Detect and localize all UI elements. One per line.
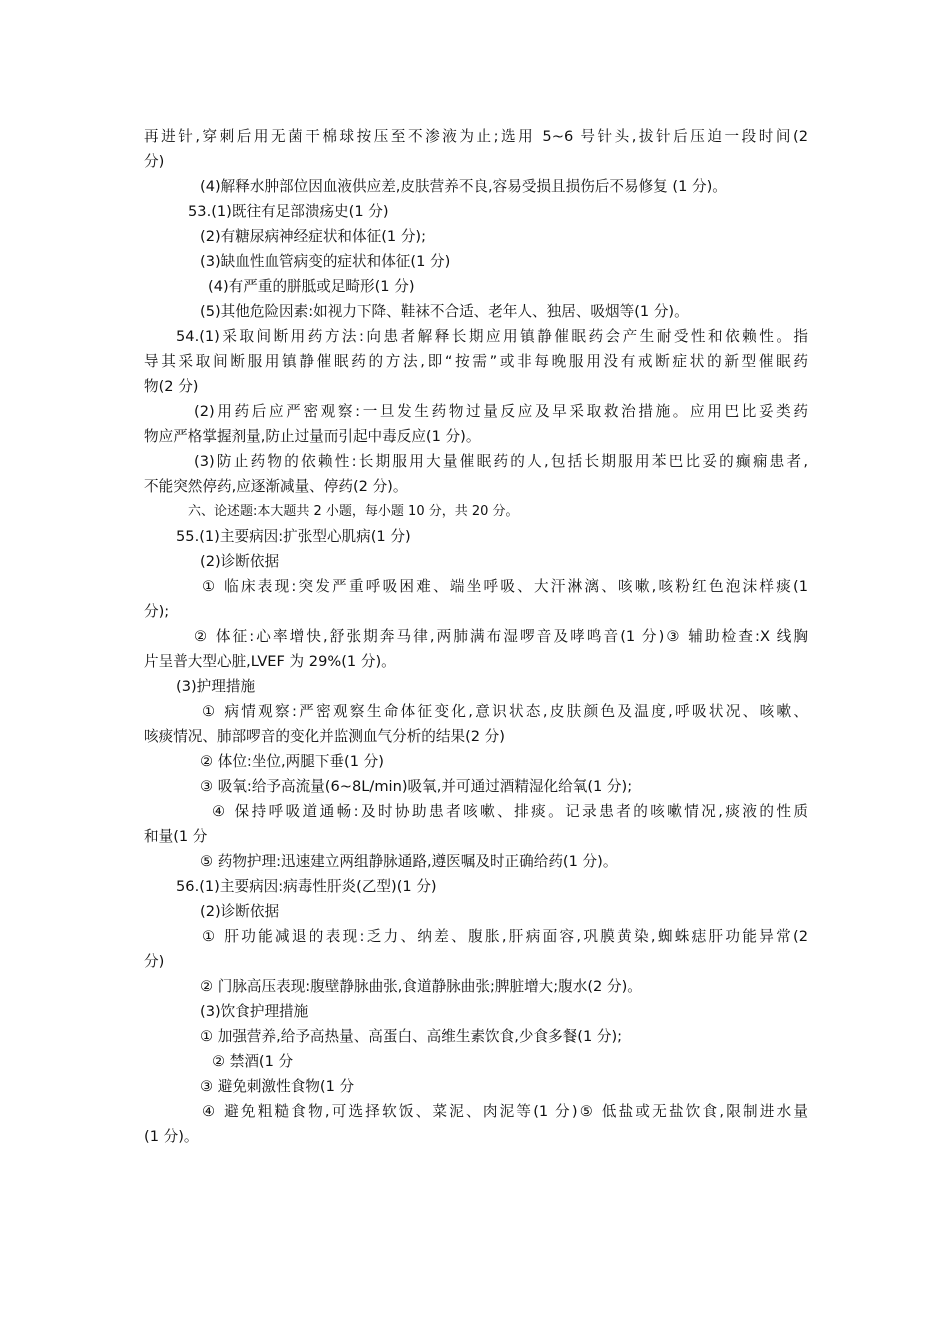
text-line: ① 加强营养,给予高热量、高蛋白、高维生素饮食,少食多餐(1 分); — [200, 1028, 623, 1045]
text-line: 导其采取间断服用镇静催眠药的方法,即“按需”或非每晚服用没有戒断症状的新型催眠药 — [144, 353, 808, 370]
section-heading: 六、论述题:本大题共 2 小题，每小题 10 分，共 20 分。 — [188, 504, 519, 519]
text-line: 56.(1)主要病因:病毒性肝炎(乙型)(1 分) — [176, 878, 437, 895]
text-line: (2)有糖尿病神经症状和体征(1 分); — [200, 228, 427, 245]
text-line: 物应严格掌握剂量,防止过量而引起中毒反应(1 分)。 — [144, 428, 481, 445]
text-line: ④ 保持呼吸道通畅:及时协助患者咳嗽、排痰。记录患者的咳嗽情况,痰液的性质 — [212, 803, 808, 820]
text-line: (2)用药后应严密观察:一旦发生药物过量反应及早采取救治措施。应用巴比妥类药 — [194, 403, 808, 420]
text-line: 分); — [144, 603, 170, 620]
text-line: ③ 吸氧:给予高流量(6~8L/min)吸氧,并可通过酒精湿化给氧(1 分); — [200, 778, 633, 795]
text-line: (5)其他危险因素:如视力下降、鞋袜不合适、老年人、独居、吸烟等(1 分)。 — [200, 303, 689, 320]
text-line: 分) — [144, 953, 165, 970]
text-line: 53.(1)既往有足部溃疡史(1 分) — [188, 203, 389, 220]
text-line: (3)护理措施 — [176, 678, 256, 695]
text-line: ② 禁酒(1 分 — [212, 1053, 294, 1070]
text-line: ② 门脉高压表现:腹壁静脉曲张,食道静脉曲张;脾脏增大;腹水(2 分)。 — [200, 978, 642, 995]
text-line: ① 肝功能减退的表现:乏力、纳差、腹胀,肝病面容,巩膜黄染,蜘蛛痣肝功能异常(2 — [202, 928, 808, 945]
text-line: 不能突然停药,应逐渐减量、停药(2 分)。 — [144, 478, 408, 495]
text-line: (3)缺血性血管病变的症状和体征(1 分) — [200, 253, 451, 270]
text-line: ⑤ 药物护理:迅速建立两组静脉通路,遵医嘱及时正确给药(1 分)。 — [200, 853, 618, 870]
text-line: (2)诊断依据 — [200, 553, 280, 570]
text-line: (3)饮食护理措施 — [200, 1003, 309, 1020]
text-line: (4)解释水肿部位因血液供应差,皮肤营养不良,容易受损且损伤后不易修复 (1 分)。 — [200, 178, 727, 195]
text-line: (4)有严重的胼胝或足畸形(1 分) — [208, 278, 415, 295]
text-line: 分) — [144, 153, 165, 170]
text-line: ③ 避免刺激性食物(1 分 — [200, 1078, 355, 1095]
text-line: ② 体位:坐位,两腿下垂(1 分) — [200, 753, 384, 770]
text-line: ① 病情观察:严密观察生命体征变化,意识状态,皮肤颜色及温度,呼吸状况、咳嗽、 — [202, 703, 808, 720]
text-line: 和量(1 分 — [144, 828, 208, 845]
text-line: 再进针,穿刺后用无菌干棉球按压至不渗液为止;选用 5~6 号针头,拔针后压迫一段时间(2 — [144, 128, 808, 145]
answer-text-block — [144, 124, 808, 1149]
text-line: 55.(1)主要病因:扩张型心肌病(1 分) — [176, 528, 411, 545]
text-line: 物(2 分) — [144, 378, 199, 395]
text-line: ① 临床表现:突发严重呼吸困难、端坐呼吸、大汗淋漓、咳嗽,咳粉红色泡沫样痰(1 — [202, 578, 808, 595]
text-line: ② 体征:心率增快,舒张期奔马律,两肺满布湿啰音及哮鸣音(1 分)③ 辅助检查:X 线胸 — [194, 628, 808, 645]
text-line: (3)防止药物的依赖性:长期服用大量催眠药的人,包括长期服用苯巴比妥的癫痫患者, — [194, 453, 808, 470]
text-line: 咳痰情况、肺部啰音的变化并监测血气分析的结果(2 分) — [144, 728, 505, 745]
text-line: (2)诊断依据 — [200, 903, 280, 920]
text-line: ④ 避免粗糙食物,可选择软饭、菜泥、肉泥等(1 分)⑤ 低盐或无盐饮食,限制进水量 — [202, 1103, 808, 1120]
text-line: 片呈普大型心脏,LVEF 为 29%(1 分)。 — [144, 653, 396, 670]
text-line: 54.(1)采取间断用药方法:向患者解释长期应用镇静催眠药会产生耐受性和依赖性。指 — [176, 328, 808, 345]
text-line: (1 分)。 — [144, 1128, 199, 1145]
